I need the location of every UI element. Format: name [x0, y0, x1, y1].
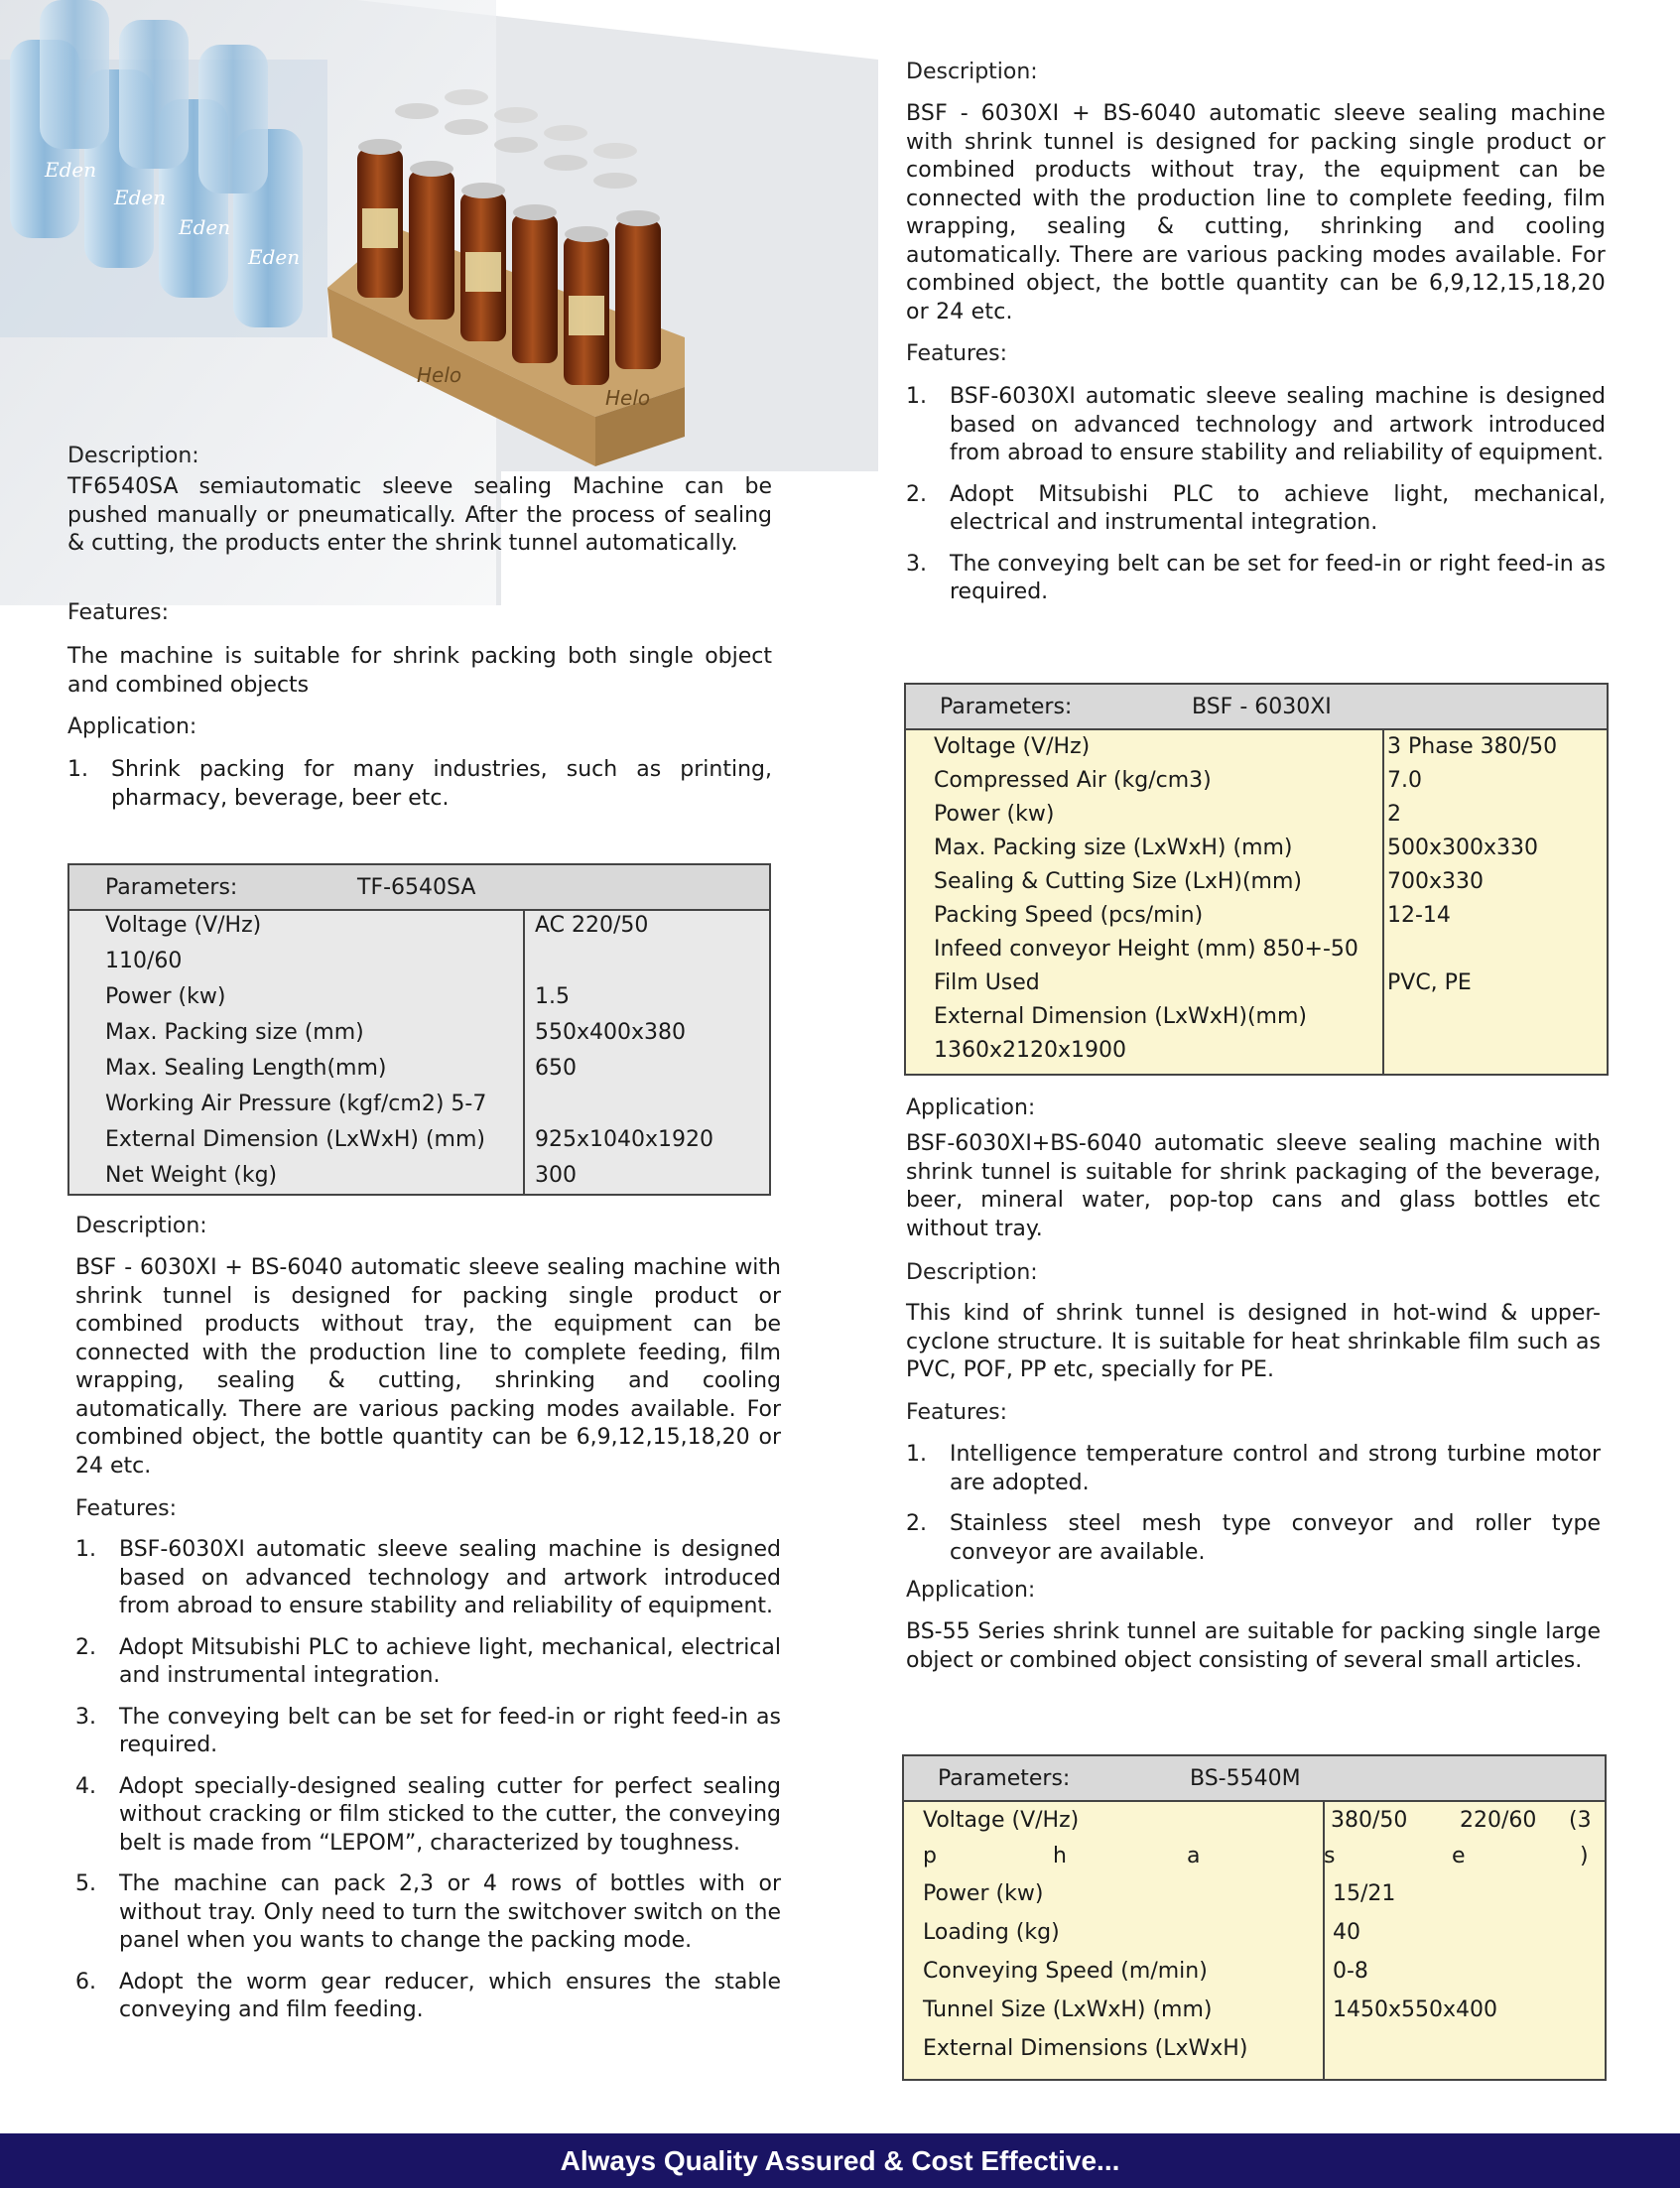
bsf-6030xi-params-table: Parameters: BSF - 6030XI Voltage (V/Hz) 3 Phase 380/50 Compressed Air (kg/cm3) 7.0 Power (kw) 2 Max. Packing size (LxWxH) (mm) 500x300x330 Sealing & Cutting Size (LxH)(mm) 700x330 Packing Speed (pcs/min) 12-14 Infeed conveyor Height (mm) 850+-50 Film Used PVC, PE External Dimension (LxWxH)(mm) 1360x2120x1900: [904, 683, 1609, 1076]
bs55-features-heading: Features:: [906, 1400, 1008, 1425]
footer-banner: [0, 2133, 1680, 2188]
bs-5540m-params-table: Parameters: BS-5540M Voltage (V/Hz) 380/50 220/60 (3 p h a s e ) Power (kw) 15/21 Loading (kg) 40 Conveying Speed (m/min) 0-8 Tunnel Size (LxWxH) (mm) 1450x550x400 External Dimensions (LxWxH): [902, 1754, 1607, 2081]
list-item: 3. The conveying belt can be set for feed-in or right feed-in as required.: [906, 551, 1606, 604]
bs55-application-heading: Application:: [906, 1578, 1036, 1603]
bsf-right-description-heading: Description:: [906, 60, 1038, 84]
footer-tagline: Always Quality Assured & Cost Effective...: [560, 2145, 1120, 2176]
bs55-description: This kind of shrink tunnel is designed in hot-wind & upper-cyclone structure. It is suitable for heat shrinkable film such as PVC, POF, PP etc, specially for PE.: [906, 1301, 1601, 1382]
list-item: 2. Stainless steel mesh type conveyor and roller type conveyor are available.: [906, 1511, 1601, 1565]
bsf-right-features-list: [906, 383, 1606, 620]
tf6540sa-params-table: Parameters: TF-6540SA Voltage (V/Hz) AC 220/50 110/60 Power (kw) 1.5 Max. Packing size (mm) 550x400x380 Max. Sealing Length(mm) 650 Working Air Pressure (kgf/cm2) 5-7 External Dimension (LxWxH) (mm) 925x1040x1920 Net Weight (kg) 300: [67, 863, 771, 1196]
bsf-left-description: BSF - 6030XI + BS-6040 automatic sleeve sealing machine with shrink tunnel is designed for packing single product or combined products without tray, the equipment can be connected with the production line to complete feeding, film wrapping, sealing & cutting, shrinking and cooling automatically. There are various packing modes available. For combined object, the bottle quantity can be 6,9,12,15,18,20 or 24 etc.: [75, 1255, 781, 1479]
eden-label-4: Eden: [248, 245, 301, 269]
table-header: [906, 685, 1607, 730]
bs55-features-list: [906, 1441, 1601, 1580]
helo-tray-print-2: Helo: [605, 386, 651, 410]
tf6540sa-features-text: The machine is suitable for shrink packing both single object and combined objects: [67, 644, 772, 698]
params-label: Parameters:: [940, 695, 1073, 719]
list-item: 1. Intelligence temperature control and strong turbine motor are adopted.: [906, 1442, 1601, 1495]
eden-label-1: Eden: [45, 158, 97, 182]
list-item: 1. BSF-6030XI automatic sleeve sealing machine is designed based on advanced technology and artwork introduced from abroad to ensure stability and reliability of equipment.: [75, 1537, 781, 1618]
bsf-left-features-heading: Features:: [75, 1496, 178, 1521]
list-item: 1. Shrink packing for many industries, such as printing, pharmacy, beverage, beer etc.: [67, 757, 772, 811]
list-item: 6. Adopt the worm gear reducer, which ensures the stable conveying and film feeding.: [75, 1969, 781, 2022]
list-item: 2. Adopt Mitsubishi PLC to achieve light, mechanical, electrical and instrumental integration.: [75, 1634, 781, 1688]
model-name: TF-6540SA: [357, 875, 476, 900]
model-name: BSF - 6030XI: [1192, 695, 1332, 719]
bs55-application: BS-55 Series shrink tunnel are suitable for packing single large object or combined object consisting of several small articles.: [906, 1619, 1601, 1673]
table-header: [904, 1756, 1605, 1802]
list-item: 3. The conveying belt can be set for feed-in or right feed-in as required.: [75, 1704, 781, 1757]
params-label: Parameters:: [105, 875, 238, 900]
bsf-right-application: BSF-6030XI+BS-6040 automatic sleeve sealing machine with shrink tunnel is suitable for shrink packaging of the beverage, beer, mineral water, pop-top cans and glass bottles etc without tray.: [906, 1131, 1601, 1241]
tf6540sa-description-heading: Description:: [67, 444, 199, 468]
helo-tray-print-1: Helo: [417, 363, 462, 387]
params-label: Parameters:: [938, 1766, 1071, 1791]
list-item: 5. The machine can pack 2,3 or 4 rows of bottles with or without tray. Only need to turn the switchover switch on the panel when you wants to change the packing mode.: [75, 1871, 781, 1953]
list-item: 2. Adopt Mitsubishi PLC to achieve light, mechanical, electrical and instrumental integration.: [906, 481, 1606, 535]
table-header: [69, 865, 769, 911]
bsf-right-description: BSF - 6030XI + BS-6040 automatic sleeve sealing machine with shrink tunnel is designed for packing single product or combined products without tray, the equipment can be connected with the production line to complete feeding, film wrapping, sealing & cutting, shrinking and cooling automatically. There are various packing modes available. For combined object, the bottle quantity can be 6,9,12,15,18,20 or 24 etc.: [906, 101, 1606, 324]
eden-label-2: Eden: [114, 186, 167, 209]
bs55-description-heading: Description:: [906, 1260, 1038, 1285]
tf6540sa-application-list: [67, 756, 772, 826]
tf6540sa-features-heading: Features:: [67, 600, 170, 625]
bsf-left-description-heading: Description:: [75, 1214, 207, 1238]
tf6540sa-description: TF6540SA semiautomatic sleeve sealing Machine can be pushed manually or pneumatically. After the process of sealing & cutting, the products enter the shrink tunnel automatically.: [67, 474, 772, 556]
tf6540sa-application-heading: Application:: [67, 714, 197, 739]
bsf-right-application-heading: Application:: [906, 1095, 1036, 1120]
eden-label-3: Eden: [179, 215, 231, 239]
bsf-right-features-heading: Features:: [906, 341, 1008, 366]
list-item: 4. Adopt specially-designed sealing cutter for perfect sealing without cracking or film sticked to the cutter, the conveying belt is made from “LEPOM”, characterized by toughness.: [75, 1773, 781, 1856]
model-name: BS-5540M: [1190, 1766, 1301, 1791]
bsf-left-features-list: [75, 1536, 781, 2038]
list-item: 1. BSF-6030XI automatic sleeve sealing machine is designed based on advanced technology and artwork introduced from abroad to ensure stability and reliability of equipment.: [906, 384, 1606, 465]
